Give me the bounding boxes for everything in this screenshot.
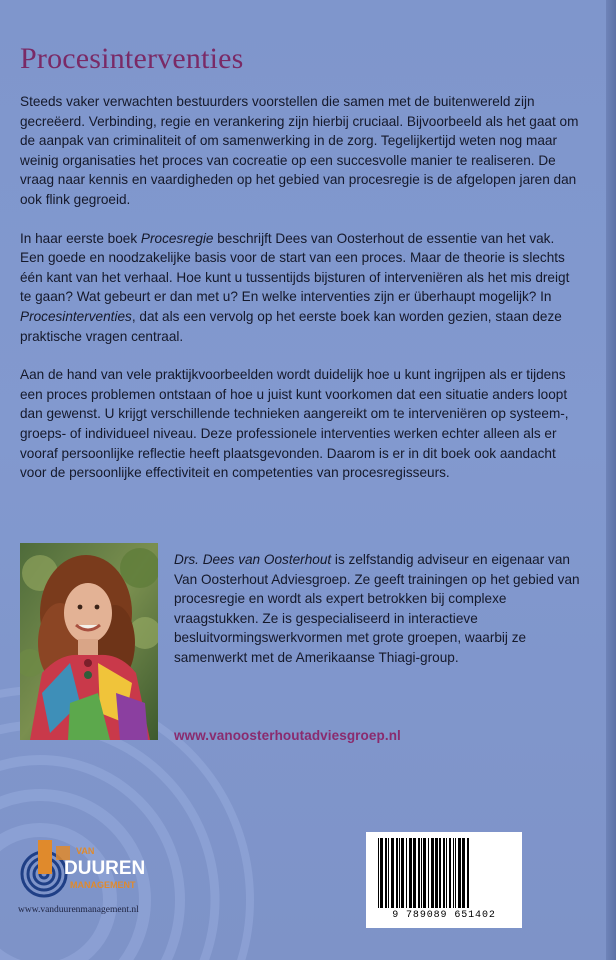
barcode-bar xyxy=(453,838,454,908)
publisher-logo xyxy=(18,838,168,900)
barcode-bar xyxy=(385,838,387,908)
publisher-logo-mark xyxy=(18,838,168,900)
author-website-link[interactable]: www.vanoosterhoutadviesgroep.nl xyxy=(174,728,401,743)
book-title: Procesinterventies xyxy=(20,42,244,75)
cover-edge xyxy=(606,0,616,960)
barcode-bar xyxy=(413,838,416,908)
barcode-bar xyxy=(423,838,426,908)
barcode-bar xyxy=(439,838,441,908)
barcode-bar xyxy=(421,838,422,908)
publisher-line2: DUUREN xyxy=(64,858,146,879)
barcode-bar xyxy=(431,838,434,908)
book-reference: Procesregie xyxy=(140,230,214,246)
barcode-bar xyxy=(435,838,438,908)
author-name: Drs. Dees van Oosterhout xyxy=(174,552,332,567)
barcode-bar xyxy=(409,838,412,908)
barcode-bar xyxy=(396,838,398,908)
barcode-bar xyxy=(462,838,465,908)
publisher-website: www.vanduurenmanagement.nl xyxy=(18,905,139,915)
author-bio: Drs. Dees van Oosterhout is zelfstandig adviseur en eigenaar van Van Oosterhout Adviesgroep. Ze geeft trainingen op het gebied van procesregie en wordt als expert betrokken bij complexe vraagstukken. Ze is gespecialiseerd in interactieve besluitvormingswerkvormen met grote groepen, waarbij ze samenwerkt met de Amerikaanse Thiagi-group. xyxy=(174,552,580,665)
barcode-bar xyxy=(428,838,429,908)
barcode-bar xyxy=(443,838,445,908)
isbn-number: 9 789089 651402 xyxy=(392,910,496,921)
barcode-bar xyxy=(388,838,389,908)
blurb-paragraph-1: Steeds vaker verwachten bestuurders voorstellen die samen met de buitenwereld zijn gecreëerd. Verbinding, regie en verankering zijn hierbij cruciaal. Bijvoorbeeld als het gaat om de aanpak van criminaliteit of om samenwerking in de zorg. Tegelijkertijd weten nog maar weinig organisaties het proces van cocreatie op een succesvolle manier te realiseren. De vraag naar kennis en vaardigheden op het gebied van procesregie is de afgelopen jaren dan ook flink gegroeid. xyxy=(20,94,579,207)
book-reference: Procesinterventies xyxy=(20,308,132,324)
publisher-line3: MANAGEMENT xyxy=(70,880,136,890)
blurb xyxy=(20,92,580,502)
barcode-bar xyxy=(458,838,461,908)
author-photo xyxy=(20,543,158,740)
barcode-bar xyxy=(449,838,451,908)
publisher-line1: VAN xyxy=(76,846,95,856)
barcode-bar xyxy=(391,838,394,908)
barcode-bar xyxy=(378,838,379,908)
barcode-bars xyxy=(374,838,514,910)
blurb-paragraph-2: In haar eerste boek Procesregie beschrijft Dees van Oosterhout de essentie van het vak. Een goede en noodzakelijke basis voor de start van een proces. Maar de theorie is slechts één kant van het verhaal. Hoe kunt u tussentijds bijsturen of interveniëren als het mis dreigt te gaan? Wat gebeurt er dan met u? En welke interventies zijn er überhaupt mogelijk? In Procesinterventies, dat als een vervolg op het eerste boek kan worden gezien, staan deze praktische vragen centraal. xyxy=(20,230,570,344)
barcode-bar xyxy=(467,838,469,908)
barcode-bar xyxy=(380,838,383,908)
barcode-bar xyxy=(446,838,447,908)
barcode-bar xyxy=(455,838,456,908)
isbn-barcode xyxy=(366,832,522,928)
barcode-bar xyxy=(401,838,404,908)
blurb-paragraph-3: Aan de hand van vele praktijkvoorbeelden wordt duidelijk hoe u kunt ingrijpen als er tijdens een proces problemen ontstaan of hoe u juist kunt voorkomen dat een situatie anders loopt dan gewenst. U krijgt verschillende technieken aangereikt om te interveniëren op systeem-, groeps- of individueel niveau. Deze professionele interventies werken echter alleen als er vooraf persoonlijke reflectie heeft plaatsgevonden. Daarom is er in dit boek ook aandacht voor de persoonlijke effectiviteit en competenties van procesregisseurs. xyxy=(20,367,569,481)
barcode-bar xyxy=(406,838,407,908)
barcode-bar xyxy=(418,838,420,908)
barcode-bar xyxy=(399,838,400,908)
